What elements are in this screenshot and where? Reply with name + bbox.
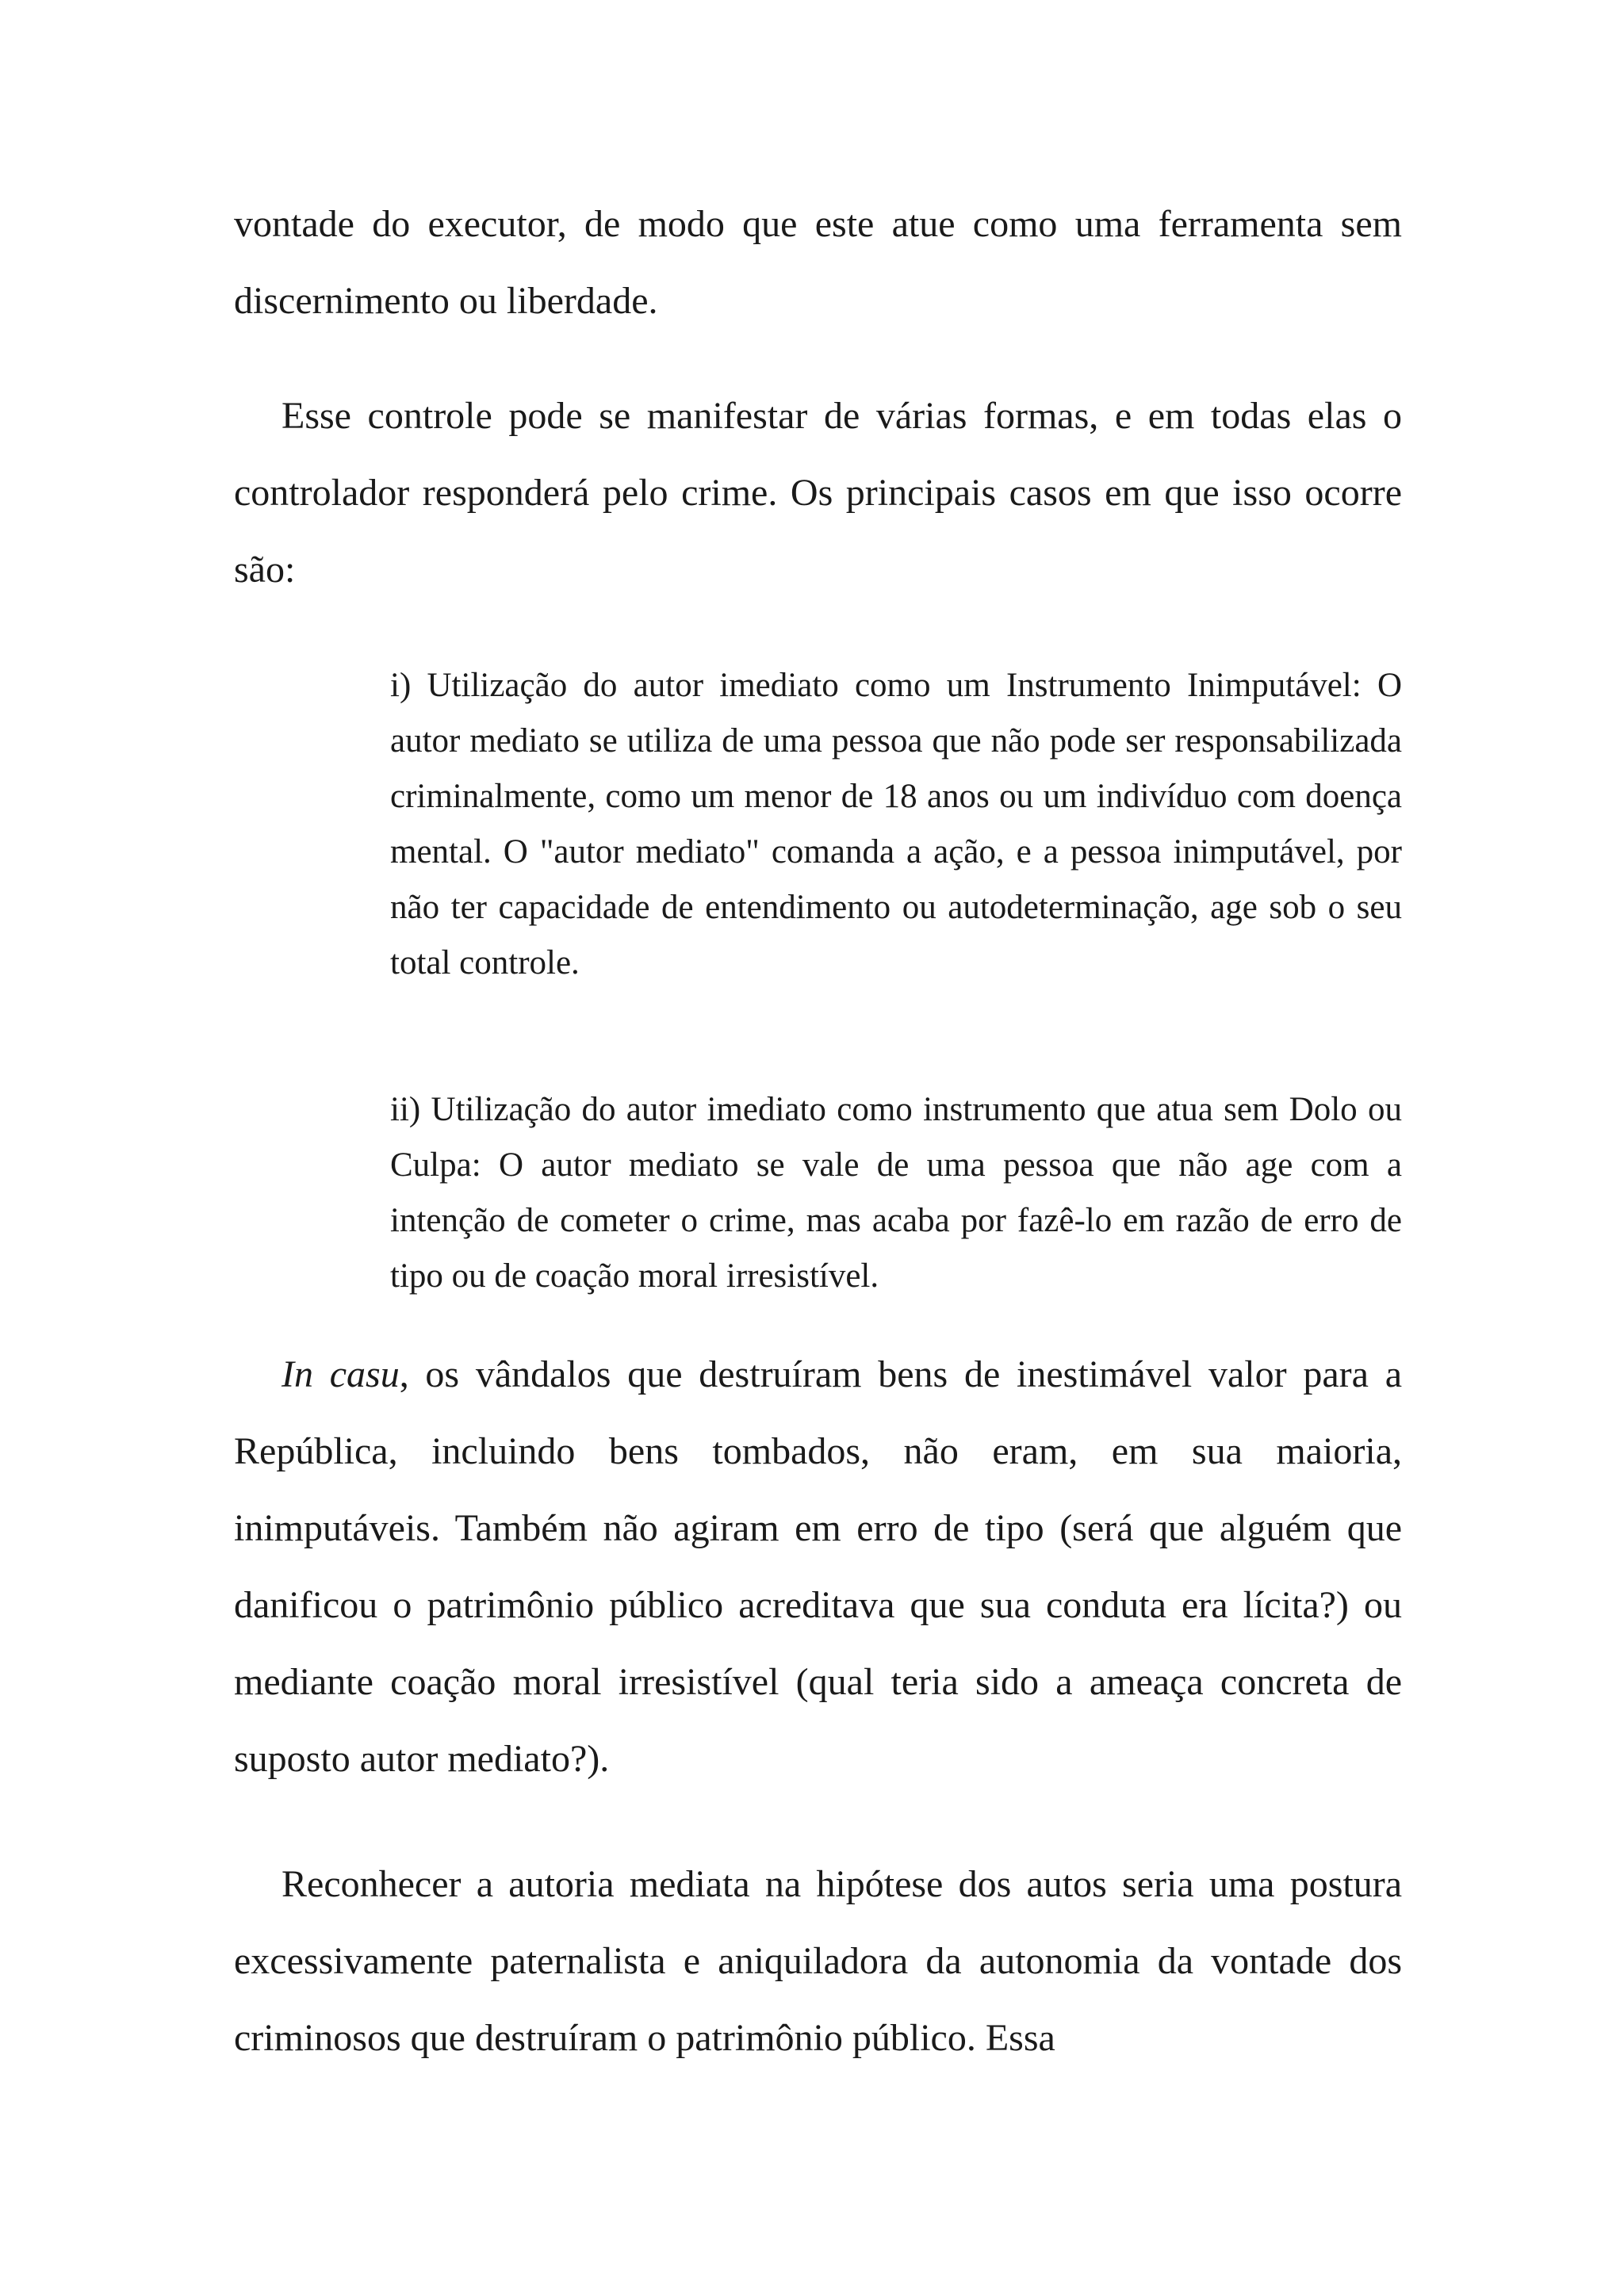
- paragraph-in-casu-text: , os vândalos que destruíram bens de inestimável valor para a República, incluindo bens tombados, não eram, em sua maioria, inimputáveis. Também não agiram em erro de tipo (será que alguém que danificou o patrimônio público acreditava que sua conduta era lícita?) ou mediante coação moral irresistível (qual teria sido a ameaça concreta de suposto autor mediato?).: [234, 1353, 1402, 1780]
- paragraph-conclusion: Reconhecer a autoria mediata na hipótese dos autos seria uma postura excessivamente paternalista e aniquiladora da autonomia da vontade dos criminosos que destruíram o patrimônio público. Essa: [234, 1863, 1402, 2059]
- paragraph-in-casu: [234, 1336, 1402, 1797]
- block-quote-item-ii: ii) Utilização do autor imediato como instrumento que atua sem Dolo ou Culpa: O autor mediato se vale de uma pessoa que não age com a intenção de cometer o crime, mas acaba por fazê-lo em razão de erro de tipo ou de coação moral irresistível.: [390, 1091, 1402, 1295]
- block-quote-item-i: i) Utilização do autor imediato como um Instrumento Inimputável: O autor mediato se utiliza de uma pessoa que não pode ser responsabilizada criminalmente, como um menor de 18 anos ou um indivíduo com doença mental. O "autor mediato" comanda a ação, e a pessoa inimputável, por não ter capacidade de entendimento ou autodeterminação, age sob o seu total controle.: [390, 667, 1402, 982]
- paragraph-continuation: vontade do executor, de modo que este atue como uma ferramenta sem discernimento ou liberdade.: [234, 203, 1402, 322]
- italic-term: In casu: [282, 1353, 400, 1395]
- paragraph-control-forms: Esse controle pode se manifestar de várias formas, e em todas elas o controlador responderá pelo crime. Os principais casos em que isso ocorre são:: [234, 395, 1402, 591]
